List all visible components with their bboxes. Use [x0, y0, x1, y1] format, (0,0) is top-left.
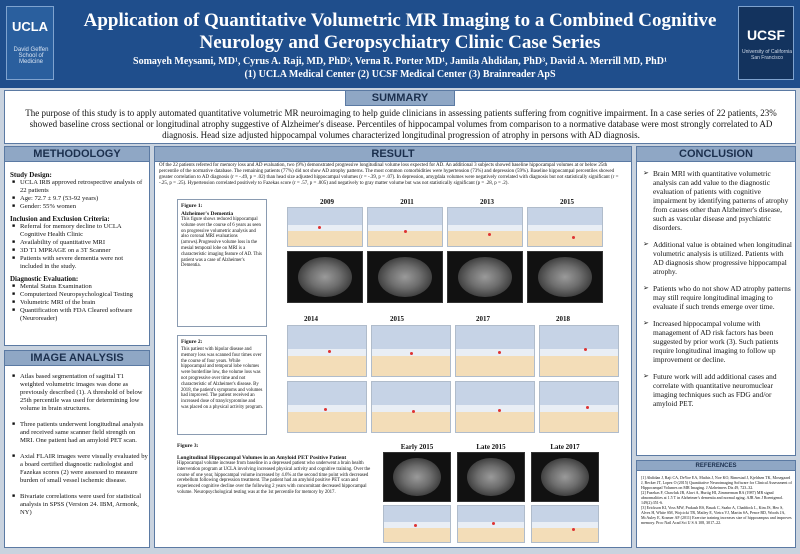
- list-item: ➢ Brain MRI with quantitative volumetric analysis can add value to the diagnostic evaluation of patients with cognitive impairment by identifying patterns of atrophy from causes other than Alzheimer's disease, such as vascular disease and psychiatric disorders.: [643, 169, 793, 232]
- conclusion-list: [643, 169, 793, 416]
- references-section: [636, 460, 796, 548]
- list-item: ■ Age: 72.7 ± 9.7 (53-92 years): [12, 195, 146, 203]
- list-item: ■ Patients with severe dementia were not included in the study.: [12, 255, 146, 271]
- fig2-year: 2014: [304, 315, 318, 323]
- summary-text: The purpose of this study is to apply automated quantitative volumetric MR neuroimaging to help guide clinicians in assessing patients suffering from cognitive impairment. In a case series of 22 patients, 23% showed baseline cross sectional or longitudinal atrophy suggestive of Alzheimer's disease. Percentiles of hippocampal volumes from comparison to a normative database were most strongly correlated to AD diagnosis. Head size adjusted hippocampal volumes characterized longitudinal progression of atrophy in persons with AD diagnosis.: [25, 108, 777, 140]
- methodology-section: [4, 146, 150, 346]
- list-item: ■ 3D T1 MPRAGE on a 3T Scanner: [12, 247, 146, 255]
- list-item: ➢ Additional value is obtained when longitudinal volumetric analysis is utilized. Patients with AD diagnosis show progressive hippocampal atrophy.: [643, 240, 793, 276]
- figure-1-label: Figure 1:: [181, 203, 203, 209]
- ucsf-logo-subtext: University of California San Francisco: [741, 49, 793, 61]
- fig2-year: 2018: [556, 315, 570, 323]
- ucla-logo: [6, 6, 54, 80]
- ucla-logo-text: UCLA: [11, 19, 49, 34]
- volume-plot: [539, 381, 619, 433]
- list-item: ■ Mental Status Examination: [12, 283, 146, 291]
- header-banner: [0, 0, 800, 88]
- volume-plot: [383, 505, 451, 543]
- figure-3-subtitle: Longitudinal Hippocampal Volumes in an Amyloid PET Positive Patient: [177, 455, 347, 461]
- mri-image: [447, 251, 523, 303]
- volume-plot: [371, 325, 451, 377]
- figure-2-text: This patient with bipolar disease and memory loss was scanned four times over the course of four years. While hippocampal and temporal lobe volumes were borderline low, the volume loss was not progressive over time and not characteristic of Alzheimer's disease. By 2018, the patient's symptoms and volumes had improved. The patient received an increased dose of tranylcypromine and was placed on a physical activity program.: [181, 347, 263, 410]
- volume-plot: [455, 325, 535, 377]
- mri-image: [527, 251, 603, 303]
- fig1-year: 2013: [480, 198, 494, 206]
- result-heading: RESULT: [154, 146, 632, 162]
- mri-image: [531, 452, 599, 502]
- affiliations: (1) UCLA Medical Center (2) UCSF Medical Center (3) Brainreader ApS: [244, 69, 556, 80]
- list-item: [3] Erickson KI, Voss MW, Prakash RS, Basak C, Szabo A, Chaddock L, Kim JS, Heo S, Alves H, White SM, Wojcicki TR, Mailey E, Vieira VJ, Martin SA, Pence BD, Woods JA, McAuley E, Kramer AF (2011) Exercise training increases size of hippocampus and improves memory. Proc Natl Acad Sci U S A 108, 3017–22.: [641, 505, 792, 525]
- list-item: ■ Referral for memory decline to UCLA Cognitive Health Clinic: [12, 223, 146, 239]
- volume-plot: [287, 207, 363, 247]
- result-section: [154, 146, 632, 548]
- mri-image: [457, 452, 525, 502]
- list-item: ➢ Future work will add additional cases and correlate with quantitative neuromuclear imaging techniques such as FDG and/or amyloid PET.: [643, 372, 793, 408]
- list-item: ■ Computerized Neuropsychological Testing: [12, 291, 146, 299]
- mri-image: [383, 452, 451, 502]
- figure-1-caption: [177, 199, 267, 327]
- list-item: [2] Fazekas F, Chawluk JB, Alavi A, Hurtig HI, Zimmerman RA (1987) MR signal abnormalities at 1.5 T in Alzheimer's dementia and normal aging. AJR Am J Roentgenol. 149(2):351-6.: [641, 490, 784, 505]
- methodology-heading: METHODOLOGY: [4, 146, 150, 162]
- list-item: ➢ Increased hippocampal volume with management of AD risk factors has been suggested by prior work (3). Such patients require longitudinal imaging to follow up improvement or decline.: [643, 319, 793, 364]
- volume-plot: [287, 325, 367, 377]
- summary-heading: SUMMARY: [345, 90, 455, 106]
- ucsf-logo-text: UCSF: [746, 27, 786, 43]
- volume-plot: [539, 325, 619, 377]
- list-item: ■ Volumetric MRI of the brain: [12, 299, 146, 307]
- fig3-label: Late 2015: [476, 443, 506, 451]
- inclusion-title: Inclusion and Exclusion Criteria:: [10, 215, 110, 223]
- figure-3-text: Hippocampal volume increase from baseline in a depressed patient who underwent a brain health intervention program at UCLA involving increased physical activity and cognitive training. Over the course of one year, hippocampal volume increased by 4.6% at the second time point with decreased cerebellum following depression treatment. The patient had an amyloid positive PET scan and experienced cognitive decline over the following 2 years with concomitant decreased hippocampal volume. Neuropsychological testing was at the 1st percentile for memory by 2017.: [177, 461, 371, 495]
- list-item: ■ UCLA IRB approved retrospective analysis of 22 patients: [12, 179, 146, 195]
- list-item: ■ Gender: 55% women: [12, 203, 146, 211]
- volume-plot: [287, 381, 367, 433]
- fig1-year: 2009: [320, 198, 334, 206]
- figure-2-caption: [177, 335, 267, 435]
- summary-section: [4, 90, 796, 144]
- figure-1-subtitle: Alzheimer's Dementia: [181, 211, 234, 217]
- study-design-title: Study Design:: [10, 171, 52, 179]
- list-item: ■ Three patients underwent longitudinal analysis and received same scanner field strength on MRI. One patient had an amyloid PET scan.: [12, 421, 148, 445]
- references-list: [641, 475, 793, 525]
- fig3-label: Late 2017: [550, 443, 580, 451]
- ucla-logo-subtext: David Geffen School of Medicine: [13, 47, 49, 65]
- fig2-year: 2017: [476, 315, 490, 323]
- diagnostic-list: [12, 283, 146, 323]
- inclusion-list: [12, 223, 146, 271]
- volume-plot: [527, 207, 603, 247]
- fig2-year: 2015: [390, 315, 404, 323]
- conclusion-heading: CONCLUSION: [636, 146, 796, 162]
- list-item: ■ Quantification with FDA Cleared software (Neuroreader): [12, 307, 146, 323]
- volume-plot: [457, 505, 525, 543]
- result-intro: Of the 22 patients referred for memory loss and AD evaluation, two (9%) demonstrated progressive longitudinal volume loss expected for AD. An additional 3 subjects showed baseline hippocampal volumes at or below 25th percentile of the normative database. The remaining patients (77%) did not show AD atrophy patterns. The most common comorbidities were hypertension (73%) and depression (59%). Baseline hippocampal percentiles showed greater correlation to AD diagnosis (r = -.49, p = .02) than head size adjusted hippocampal volumes (r = -.39, p = .07). In depression, amygdala volumes were negatively correlated with diagnosis but not statistically significant (r = -.25, p = .25). Hypertension correlated positively to Fazekas score (r = .57, p = .005) and negatively to gray matter volume but was not statistically significant (p = .28, p = .2).: [159, 163, 619, 186]
- poster-title: Application of Quantitative Volumetric MR Imaging to a Combined Cognitive Neurology and Geropsychiatry Clinic Case Series: [83, 10, 717, 53]
- mri-image: [287, 251, 363, 303]
- fig1-year: 2011: [400, 198, 414, 206]
- image-analysis-list: [12, 373, 148, 525]
- authors: Somayeh Meysami, MD¹, Cyrus A. Raji, MD, PhD², Verna R. Porter MD¹, Jamila Ahdidan, PhD³, David A. Merrill MD, PhD¹: [133, 56, 667, 67]
- conclusion-section: [636, 146, 796, 456]
- mri-image: [367, 251, 443, 303]
- list-item: ■ Availability of quantitative MRI: [12, 239, 146, 247]
- image-analysis-section: [4, 350, 150, 548]
- list-item: ➢ Patients who do not show AD atrophy patterns may still require longitudinal imaging to evaluate if such trends emerge over time.: [643, 284, 793, 311]
- fig1-year: 2015: [560, 198, 574, 206]
- volume-plot: [367, 207, 443, 247]
- volume-plot: [455, 381, 535, 433]
- list-item: ■ Axial FLAIR images were visually evaluated by a board certified diagnostic radiologist and Fazekas scores (2) were assessed to measure burden of small vessel ischemic disease.: [12, 453, 148, 485]
- list-item: ■ Atlas based segmentation of sagittal T1 weighted volumetric images was done as previously described (1). A threshold of below 25th percentile was used for determining low volume in brain structures.: [12, 373, 148, 413]
- list-item: [1] Ahdidan J, Raji CA, DeYoe EA, Mathis J, Noe KO, Rimestad J, Kjeldsen TK, Mosegaard J, Becker JT, Lopez O (2015) Quantitative Neuroimaging Software for Clinical Assessment of Hippocampal Volumes on MR Imaging. J Alzheimers Dis 49, 723–32.: [641, 475, 792, 490]
- diagnostic-title: Diagnostic Evaluation:: [10, 275, 79, 283]
- study-design-list: [12, 179, 146, 211]
- volume-plot: [447, 207, 523, 247]
- volume-plot: [371, 381, 451, 433]
- figure-3-label: Figure 3:: [177, 443, 199, 449]
- references-heading: REFERENCES: [636, 460, 796, 471]
- ucsf-logo: [738, 6, 794, 80]
- figure-2-label: Figure 2:: [181, 339, 203, 345]
- list-item: ■ Bivariate correlations were used for statistical analysis in SPSS (Version 24. IBM, Armonk, NY): [12, 493, 148, 517]
- figure-3-caption: [177, 443, 373, 543]
- volume-plot: [531, 505, 599, 543]
- fig3-label: Early 2015: [400, 443, 434, 451]
- image-analysis-heading: IMAGE ANALYSIS: [4, 350, 150, 366]
- figure-1-text: This figure shows reduced hippocampal volume over the course of 6 years as seen on progressive volumetric analysis and also coronal MRI evaluations (arrows).Progressive volume loss in the mesial temporal lobe on MRI is a characteristic imaging feature of AD. This patient was a case of Alzheimer's Dementia.: [181, 217, 262, 269]
